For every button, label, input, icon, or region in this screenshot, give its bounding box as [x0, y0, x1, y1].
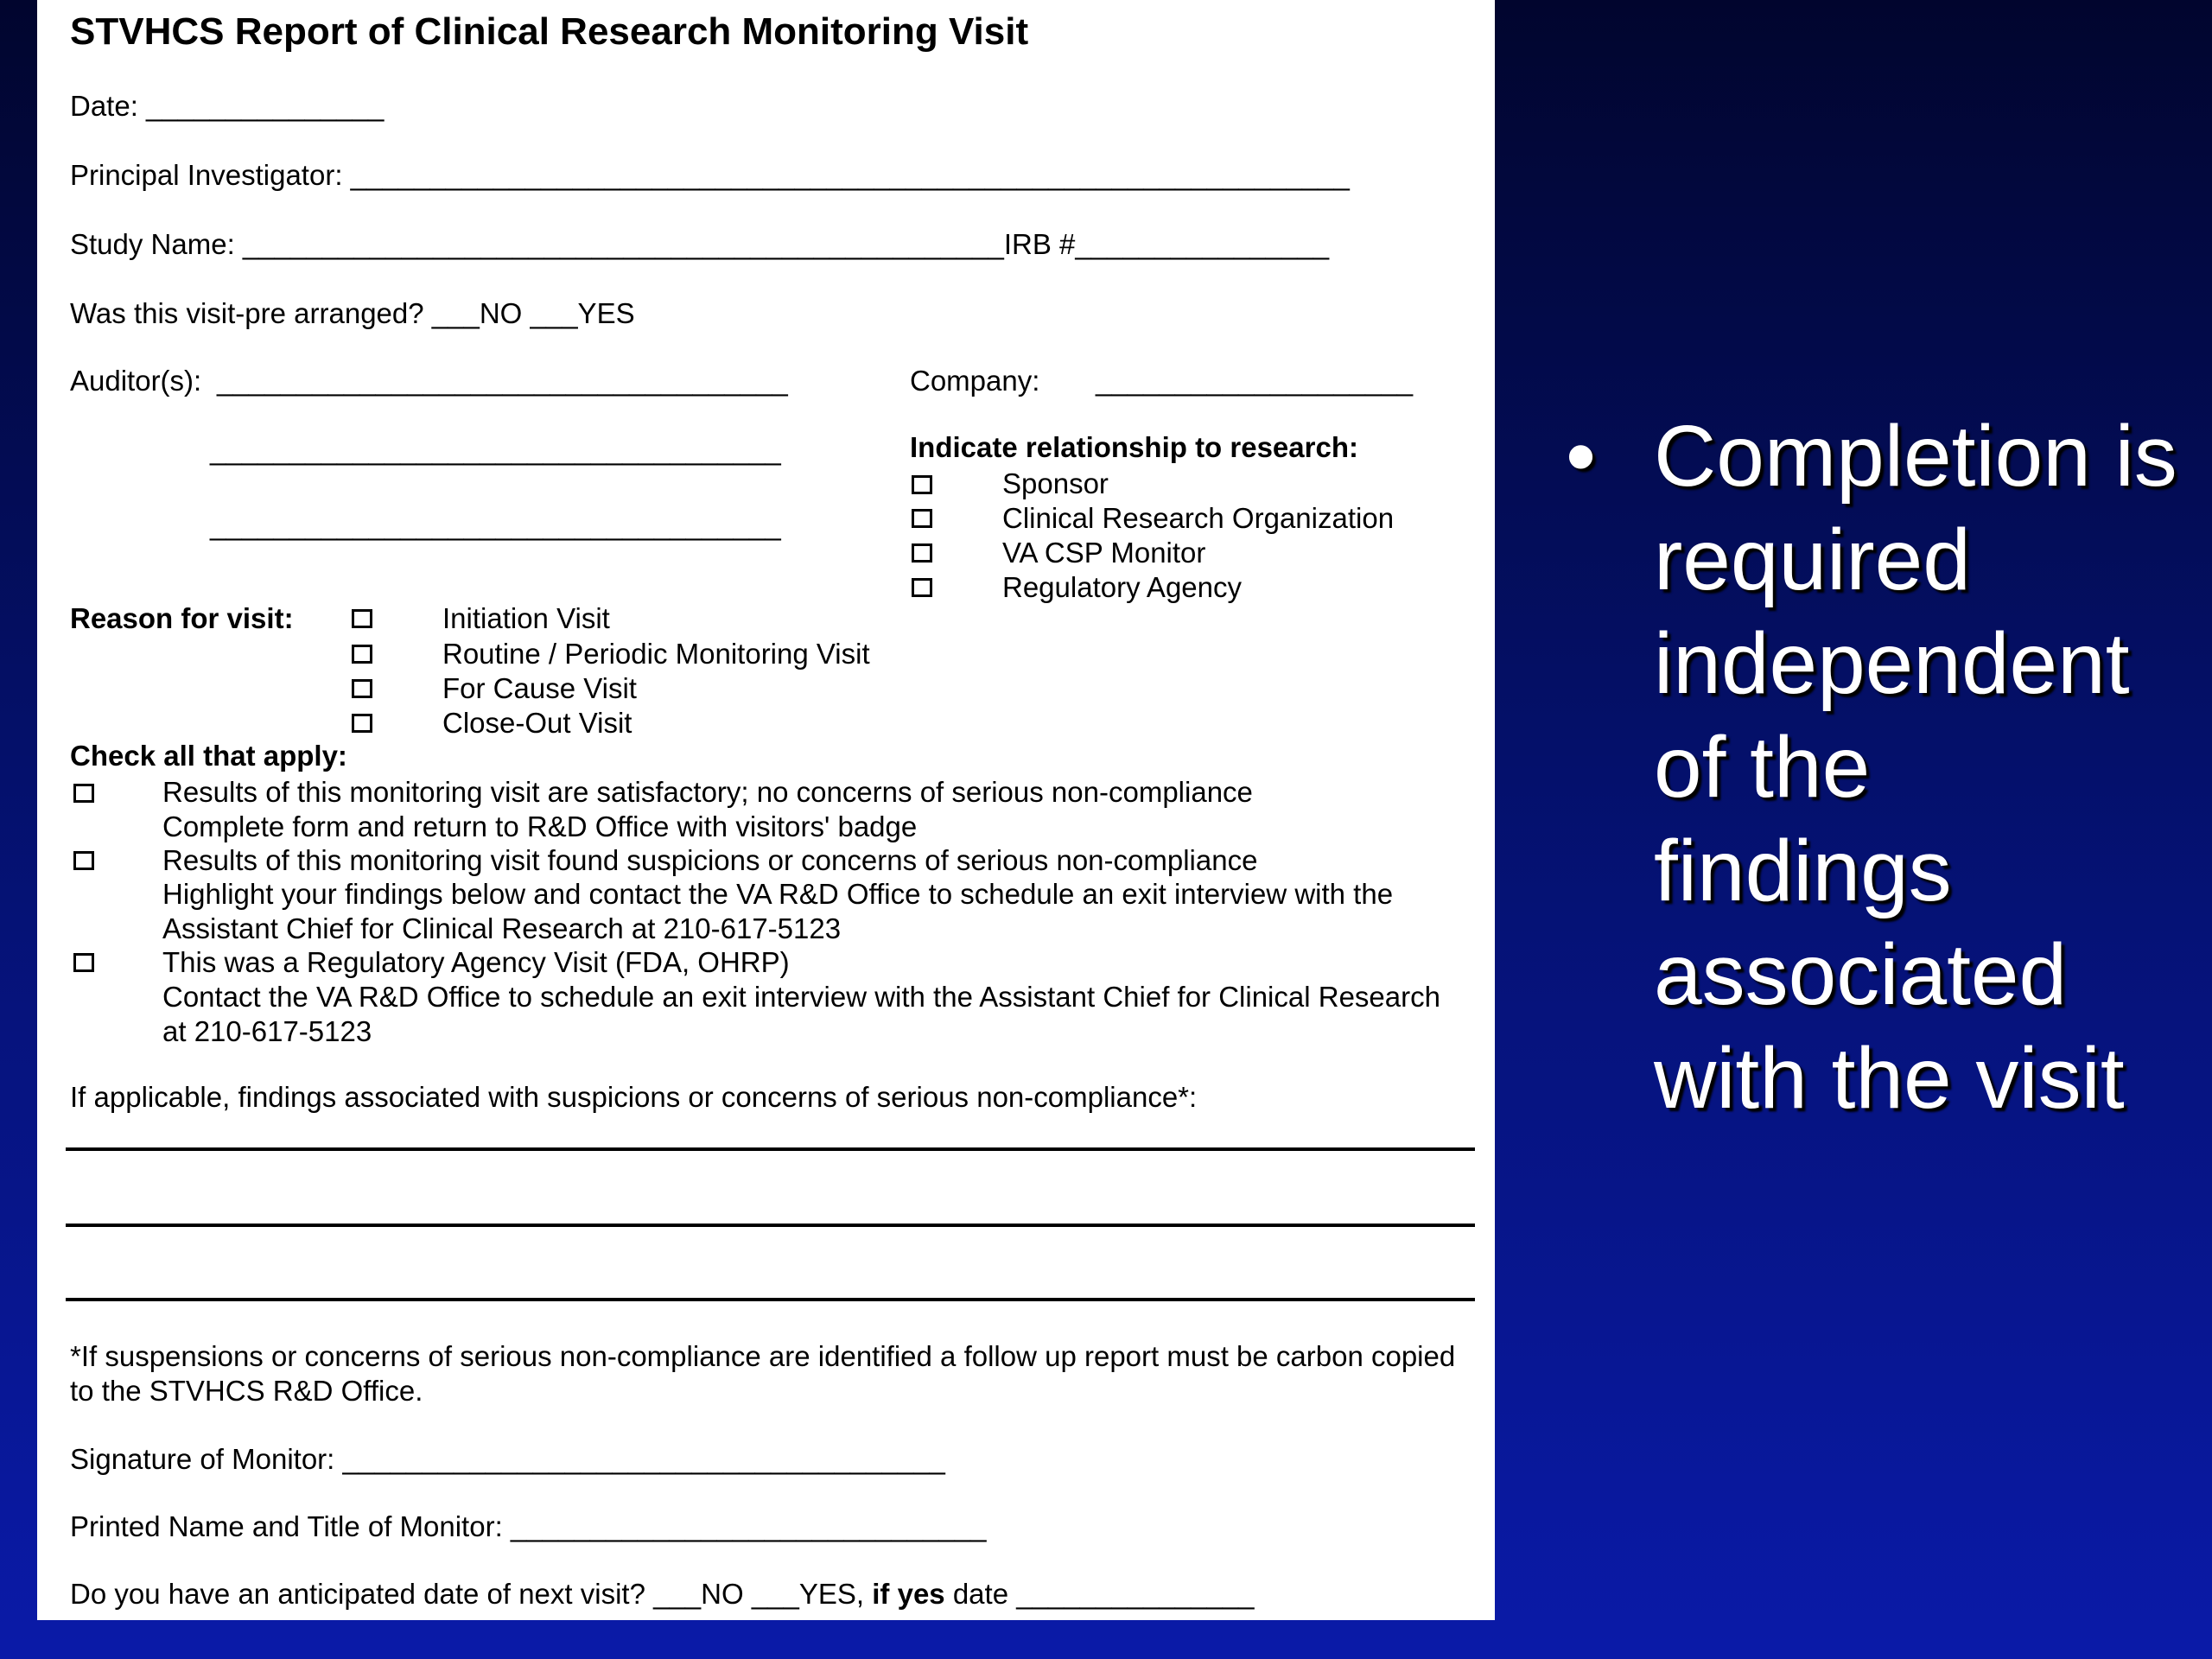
check-item-3-line-3: at 210-617-5123: [162, 1015, 372, 1047]
footnote-line-1: *If suspensions or concerns of serious non-compliance are identified a follow up report must be carbon copied: [70, 1340, 1456, 1372]
company-blank: ____________________: [1096, 365, 1414, 397]
form-title: STVHCS Report of Clinical Research Monitoring Visit: [70, 10, 1029, 53]
next-visit-bold: if yes: [872, 1578, 945, 1610]
relationship-option-va-csp: VA CSP Monitor: [1002, 537, 1206, 569]
findings-line-2: [66, 1224, 1475, 1227]
reason-option-initiation: Initiation Visit: [442, 602, 610, 634]
printed-name-field: Printed Name and Title of Monitor: ______________________________: [70, 1510, 987, 1542]
checkbox-for-cause: [352, 679, 372, 698]
check-all-heading: Check all that apply:: [70, 740, 347, 772]
footnote-line-2: to the STVHCS R&D Office.: [70, 1375, 423, 1407]
monitoring-visit-form: [37, 0, 1495, 1620]
next-visit-prefix: Do you have an anticipated date of next visit? ___NO ___YES,: [70, 1578, 873, 1610]
bullet-text: Completion is required independent of the findings associated with the visit: [1654, 408, 2177, 1127]
company-label: Company:: [910, 365, 1040, 397]
relationship-option-cro: Clinical Research Organization: [1002, 502, 1395, 534]
checkbox-sponsor: [912, 475, 932, 494]
checkbox-satisfactory: [73, 784, 94, 803]
reason-option-routine: Routine / Periodic Monitoring Visit: [442, 638, 870, 670]
principal-investigator-field: Principal Investigator: _______________________________________________________________: [70, 159, 1350, 191]
check-item-1-line-2: Complete form and return to R&D Office with visitors' badge: [162, 810, 918, 842]
prearranged-question: Was this visit-pre arranged? ___NO ___YES: [70, 297, 635, 329]
signature-field: Signature of Monitor: ______________________________________: [70, 1443, 945, 1475]
findings-line-1: [66, 1147, 1475, 1151]
auditor-blank-3: ____________________________________: [210, 509, 781, 541]
check-item-3-line-1: This was a Regulatory Agency Visit (FDA, OHRP): [162, 946, 790, 978]
checkbox-suspicions: [73, 851, 94, 870]
next-visit-suffix: date _______________: [944, 1578, 1255, 1610]
checkbox-initiation: [352, 609, 372, 628]
check-item-2-line-1: Results of this monitoring visit found suspicions or concerns of serious non-compliance: [162, 844, 1258, 876]
check-item-2-line-2: Highlight your findings below and contact the VA R&D Office to schedule an exit interview with the: [162, 878, 1394, 910]
auditor-blank-2: ____________________________________: [210, 434, 781, 466]
bullet-marker: •: [1566, 408, 1597, 505]
reason-option-for-cause: For Cause Visit: [442, 672, 637, 704]
checkbox-cro: [912, 509, 932, 528]
checkbox-close-out: [352, 714, 372, 733]
relationship-heading: Indicate relationship to research:: [910, 431, 1358, 463]
check-item-2-line-3: Assistant Chief for Clinical Research at 210-617-5123: [162, 912, 842, 944]
auditor-blank-1: ____________________________________: [217, 365, 788, 397]
reason-option-close-out: Close-Out Visit: [442, 707, 632, 739]
checkbox-routine: [352, 645, 372, 664]
relationship-option-regulatory: Regulatory Agency: [1002, 571, 1243, 603]
checkbox-regulatory: [912, 578, 932, 597]
auditors-label: Auditor(s):: [70, 365, 202, 397]
check-item-1-line-1: Results of this monitoring visit are satisfactory; no concerns of serious non-compliance: [162, 776, 1253, 808]
study-name-irb-field: Study Name: ________________________________________________IRB #________________: [70, 228, 1330, 260]
date-field: Date: _______________: [70, 90, 385, 122]
findings-line-3: [66, 1298, 1475, 1301]
check-item-3-line-2: Contact the VA R&D Office to schedule an exit interview with the Assistant Chief for Clinical Research: [162, 981, 1440, 1013]
findings-label: If applicable, findings associated with suspicions or concerns of serious non-compliance*:: [70, 1081, 1198, 1113]
relationship-option-sponsor: Sponsor: [1002, 467, 1109, 499]
checkbox-regulatory-visit: [73, 953, 94, 972]
next-visit-question: [70, 1577, 1255, 1611]
checkbox-va-csp: [912, 543, 932, 563]
reason-label: Reason for visit:: [70, 602, 294, 634]
